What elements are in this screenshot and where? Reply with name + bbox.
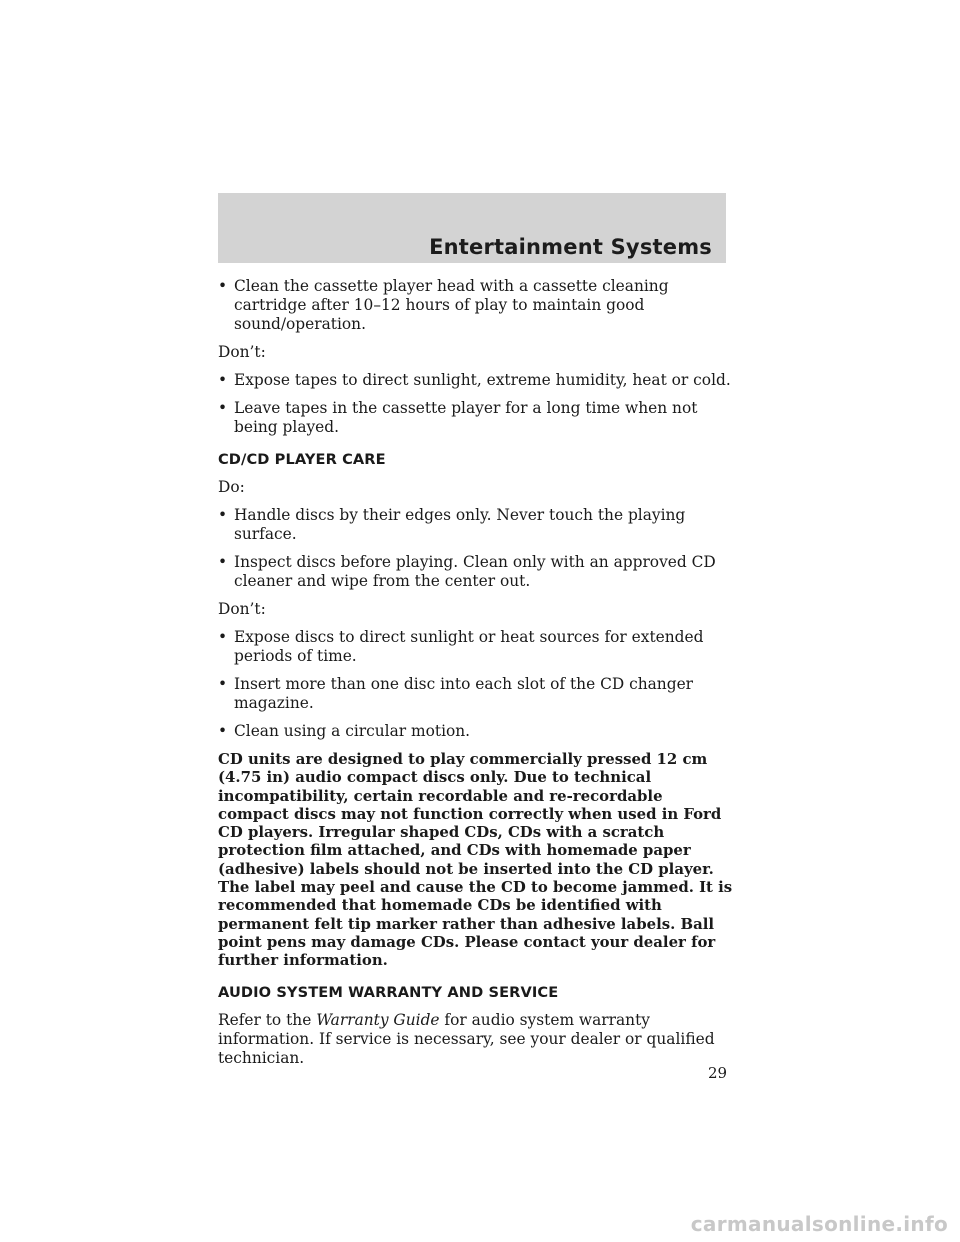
- dont-label: Don’t:: [218, 343, 266, 361]
- bullet-text: Inspect discs before playing. Clean only with an approved CD cleaner and wipe from the center out.: [234, 553, 716, 590]
- bullet-item: [218, 553, 738, 591]
- bullet-glyph: •: [218, 399, 228, 417]
- bullet-item: [218, 722, 738, 741]
- bullet-text: Clean the cassette player head with a cassette cleaning cartridge after 10–12 hours of play to maintain good sound/operation.: [234, 277, 669, 333]
- bullet-text: Expose discs to direct sunlight or heat sources for extended periods of time.: [234, 628, 704, 665]
- page-content: [218, 277, 738, 1077]
- bullet-glyph: •: [218, 506, 228, 524]
- warranty-heading: AUDIO SYSTEM WARRANTY AND SERVICE: [218, 983, 559, 1001]
- cd-warning-text: CD units are designed to play commercially pressed 12 cm (4.75 in) audio compact discs only. Due to technical incompatibility, certain recordable and re-recordable compact discs may not function correctly when used in Ford CD players. Irregular shaped CDs, CDs with a scratch protection film attached, and CDs with homemade paper (adhesive) labels should not be inserted into the CD player. The label may peel and cause the CD to become jammed. It is recommended that homemade CDs be identified with permanent felt tip marker rather than adhesive labels. Ball point pens may damage CDs. Please contact your dealer for further information.: [218, 750, 733, 970]
- bullet-glyph: •: [218, 277, 228, 295]
- bullet-item: [218, 399, 738, 437]
- bullet-text: Insert more than one disc into each slot of the CD changer magazine.: [234, 675, 694, 712]
- bullet-glyph: •: [218, 628, 228, 646]
- warranty-text-after: for audio system warranty information. If service is necessary, see your dealer or qualified technician.: [218, 1010, 715, 1067]
- bullet-text: Expose tapes to direct sunlight, extreme humidity, heat or cold.: [234, 371, 731, 389]
- warranty-paragraph: [218, 1011, 738, 1068]
- do-label: Do:: [218, 478, 245, 496]
- bullet-item: [218, 506, 738, 544]
- bullet-item: [218, 371, 738, 390]
- page-number: 29: [708, 1064, 728, 1082]
- watermark: carmanualsonline.info: [690, 1212, 948, 1236]
- bullet-item: [218, 277, 738, 334]
- bullet-text: Leave tapes in the cassette player for a long time when not being played.: [234, 399, 698, 436]
- bullet-text: Handle discs by their edges only. Never touch the playing surface.: [234, 506, 686, 543]
- bullet-text: Clean using a circular motion.: [234, 722, 471, 740]
- cd-care-heading: CD/CD PLAYER CARE: [218, 451, 386, 468]
- dont-label: Don’t:: [218, 600, 266, 618]
- section-header-band: [218, 193, 726, 263]
- bullet-glyph: •: [218, 675, 228, 693]
- bullet-item: [218, 675, 738, 713]
- section-title: Entertainment Systems: [429, 235, 712, 259]
- warranty-guide-title: Warranty Guide: [316, 1010, 440, 1029]
- bullet-glyph: •: [218, 722, 228, 740]
- bullet-item: [218, 628, 738, 666]
- bullet-glyph: •: [218, 553, 228, 571]
- warranty-text-before: Refer to the: [218, 1010, 317, 1029]
- bullet-glyph: •: [218, 371, 228, 389]
